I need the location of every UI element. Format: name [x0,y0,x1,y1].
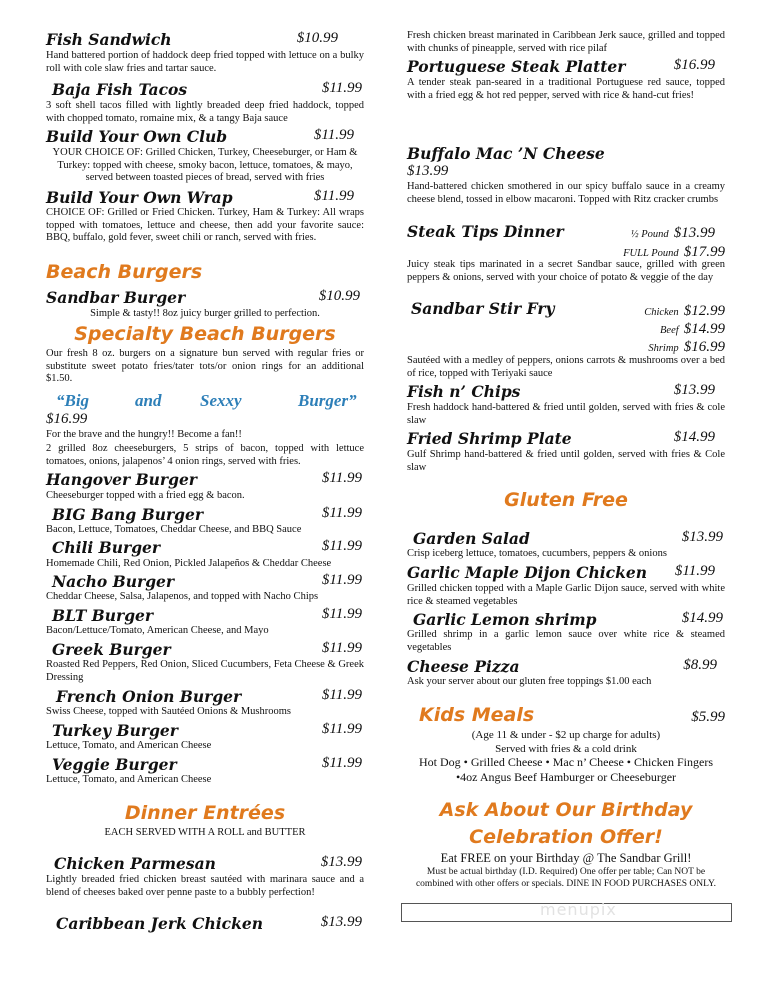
section-subtitle: EACH SERVED WITH A ROLL and BUTTER [104,827,306,838]
item-price: $13.99 [407,163,449,179]
item-name: Turkey Burger [52,721,178,740]
price-option-shrimp [648,336,725,356]
item-description: Cheeseburger topped with a fried egg & bacon. [46,490,245,501]
item-price: $16.99 [683,339,725,355]
item-price: $11.99 [321,80,362,96]
kids-options-line2: •4oz Angus Beef Hamburger or Cheeseburger [455,770,677,784]
item-description: Gulf Shrimp hand-battered & fried until golden, served with fries & Cole slaw [407,449,725,473]
item-name: Garlic Lemon shrimp [413,610,597,629]
item-description: Bacon, Lettuce, Tomatoes, Cheddar Cheese, and BBQ Sauce [46,524,302,535]
item-name: Chili Burger [52,538,161,557]
item-description: Crisp iceberg lettuce, tomatoes, cucumbers, peppers & onions [407,548,667,559]
item-price: $11.99 [321,505,362,521]
item-name: Fish n’ Chips [407,382,521,401]
item-description: CHOICE OF: Grilled or Fried Chicken. Turkey, Ham & Turkey: All wraps topped with tomatoes, lettuce and cheese, then add your favorite sauce: BBQ, buffalo, gold fever, sweet chili or ranch, served with fries. [46,207,364,244]
item-description: Roasted Red Peppers, Red Onion, Sliced Cucumbers, Feta Cheese & Greek Dressing [46,659,364,683]
item-name: Fish Sandwich [46,30,172,49]
price-option-beef [660,318,725,338]
item-price: $11.99 [321,640,362,656]
item-name: BIG Bang Burger [52,505,204,524]
item-price: $13.99 [681,529,723,545]
item-description: For the brave and the hungry!! Become a fan!! [46,429,242,440]
item-name: Nacho Burger [52,572,175,591]
item-name: Cheese Pizza [407,657,520,676]
portion-label: FULL Pound [623,248,679,259]
item-price: $11.99 [321,538,362,554]
item-price: $16.99 [673,57,715,73]
item-price: $10.99 [296,30,338,46]
item-price: $12.99 [683,303,725,319]
item-price: $14.99 [673,429,715,445]
item-price: $11.99 [321,470,362,486]
section-title-gluten-free: Gluten Free [504,489,628,511]
item-name: French Onion Burger [56,687,242,706]
kids-price: $5.99 [691,709,725,725]
item-price: $11.99 [674,563,715,579]
item-name: Hangover Burger [46,470,197,489]
birthday-terms: Must be actual birthday (I.D. Required) One offer per table; Can NOT be combined with other offers or specials. DINE IN FOOD PURCHASES ONLY. [415,867,717,889]
item-price: $17.99 [683,244,725,260]
item-price: $10.99 [318,288,360,304]
item-price: $11.99 [321,721,362,737]
name-word: Sexxy [200,391,242,410]
item-price: $13.99 [673,225,715,241]
item-description: Swiss Cheese, topped with Sautéed Onions & Mushrooms [46,706,291,717]
item-name: Steak Tips Dinner [407,222,564,241]
item-price: $11.99 [321,687,362,703]
item-price: $11.99 [313,188,354,204]
item-description: Fresh chicken breast marinated in Caribbean Jerk sauce, grilled and topped with chunks of pineapple, served with rice pilaf [407,30,725,54]
watermark-logo: menupix [540,900,617,919]
price-option-chicken [644,300,725,320]
item-description: Simple & tasty!! 8oz juicy burger grilled to perfection. [90,308,320,319]
kids-options-line1: Hot Dog • Grilled Cheese • Mac n’ Cheese • Chicken Fingers [419,755,713,769]
item-description: Lightly breaded fried chicken breast sautéed with marinara sauce and a blend of cheeses baked over penne paste to a bubbly perfection! [46,874,364,898]
portion-label: ½ Pound [630,229,669,240]
item-description: Lettuce, Tomato, and American Cheese [46,740,212,751]
item-name: Veggie Burger [52,755,177,774]
item-description: Sautéed with a medley of peppers, onions carrots & mushrooms over a bed of rice, topped with Teriyaki sauce [407,355,725,379]
kids-info-age: (Age 11 & under - $2 up charge for adults) [471,729,661,741]
item-description: A tender steak pan-seared in a traditional Portuguese red sauce, topped with a fried egg & hot red pepper, served with rice & hand-cut fries! [407,77,725,101]
item-price: $11.99 [313,127,354,143]
item-description: Hand-battered chicken smothered in our spicy buffalo sauce in a creamy cheese blend, tossed in elbow macaroni. Topped with Ritz cracker crumbs [407,181,725,205]
item-name: Build Your Own Club [46,127,228,146]
section-title-specialty-burgers: Specialty Beach Burgers [74,323,336,345]
item-description: Juicy steak tips marinated in a secret Sandbar sauce, grilled with green peppers & onions, served with your choice of potato & veggie of the day [407,259,725,283]
item-price: $11.99 [321,606,362,622]
option-label: Chicken [644,307,679,318]
birthday-offer: Eat FREE on your Birthday @ The Sandbar Grill! [440,851,692,865]
item-price: $14.99 [681,610,723,626]
item-description: Hand battered portion of haddock deep fried topped with lettuce on a bulky roll with cole slaw fries and tartar sauce. [46,50,364,74]
item-description: Cheddar Cheese, Salsa, Jalapenos, and topped with Nacho Chips [46,591,319,602]
birthday-title-line2: Celebration Offer! [469,826,663,848]
price-option-half [631,222,715,242]
item-name: Buffalo Mac ’N Cheese [407,144,605,163]
item-price: $8.99 [683,657,717,673]
item-description: 2 grilled 8oz cheeseburgers, 5 strips of bacon, topped with lettuce tomatoes, onions, jalapenos’ 4 onion rings, served with fries. [46,443,364,467]
item-description: Grilled chicken topped with a Maple Garlic Dijon sauce, served with white rice & steamed vegetables [407,583,725,607]
item-name: Sandbar Stir Fry [411,299,555,318]
item-price: $11.99 [321,572,362,588]
name-word: Burger” [298,391,357,410]
option-label: Shrimp [648,343,679,354]
item-price: $13.99 [673,382,715,398]
item-description: Ask your server about our gluten free toppings $1.00 each [407,676,652,687]
item-name: Build Your Own Wrap [46,188,233,207]
section-title-kids-meals: Kids Meals [419,704,535,726]
item-description: 3 soft shell tacos filled with lightly breaded deep fried haddock, topped with chopped tomato, romaine mix, & a tangy Baja sauce [46,100,364,124]
item-name: Baja Fish Tacos [52,80,188,99]
item-description: Grilled shrimp in a garlic lemon sauce over white rice & steamed vegetables [407,629,725,653]
item-price: $13.99 [320,854,362,870]
item-price: $16.99 [46,411,88,427]
item-description: Bacon/Lettuce/Tomato, American Cheese, and Mayo [46,625,269,636]
item-name: Fried Shrimp Plate [407,429,572,448]
item-name: Garden Salad [413,529,530,548]
section-title-dinner: Dinner Entrées [124,802,286,824]
section-title-beach-burgers: Beach Burgers [46,261,203,283]
item-description: YOUR CHOICE OF: Grilled Chicken, Turkey, Cheeseburger, or Ham & Turkey: topped with cheese, smoky bacon, lettuce, tomatoes, & mayo, served between toasted pieces of bread, served with fries [52,147,358,184]
item-name: Garlic Maple Dijon Chicken [407,563,647,582]
item-description: Lettuce, Tomato, and American Cheese [46,774,212,785]
item-name: Caribbean Jerk Chicken [56,914,263,933]
item-description: Homemade Chili, Red Onion, Pickled Jalapeños & Cheddar Cheese [46,558,332,569]
item-price: $13.99 [320,914,362,930]
item-description: Fresh haddock hand-battered & fried until golden, served with fries & cole slaw [407,402,725,426]
item-name: Greek Burger [52,640,171,659]
item-price: $11.99 [321,755,362,771]
option-label: Beef [660,325,679,336]
section-description: Our fresh 8 oz. burgers on a signature bun served with regular fries or substitute sweet potato fries/tater tots/or onion rings for an additional $1.50. [46,348,364,385]
item-name: Chicken Parmesan [54,854,216,873]
item-name: BLT Burger [52,606,154,625]
price-option-full [623,241,725,261]
item-price: $14.99 [683,321,725,337]
item-name: Sandbar Burger [46,288,186,307]
item-name: Portuguese Steak Platter [407,57,626,76]
birthday-title-line1: Ask About Our Birthday [439,799,693,821]
name-word: and [135,391,162,410]
kids-info-sides: Served with fries & a cold drink [495,743,637,755]
name-word: “Big [56,391,90,410]
